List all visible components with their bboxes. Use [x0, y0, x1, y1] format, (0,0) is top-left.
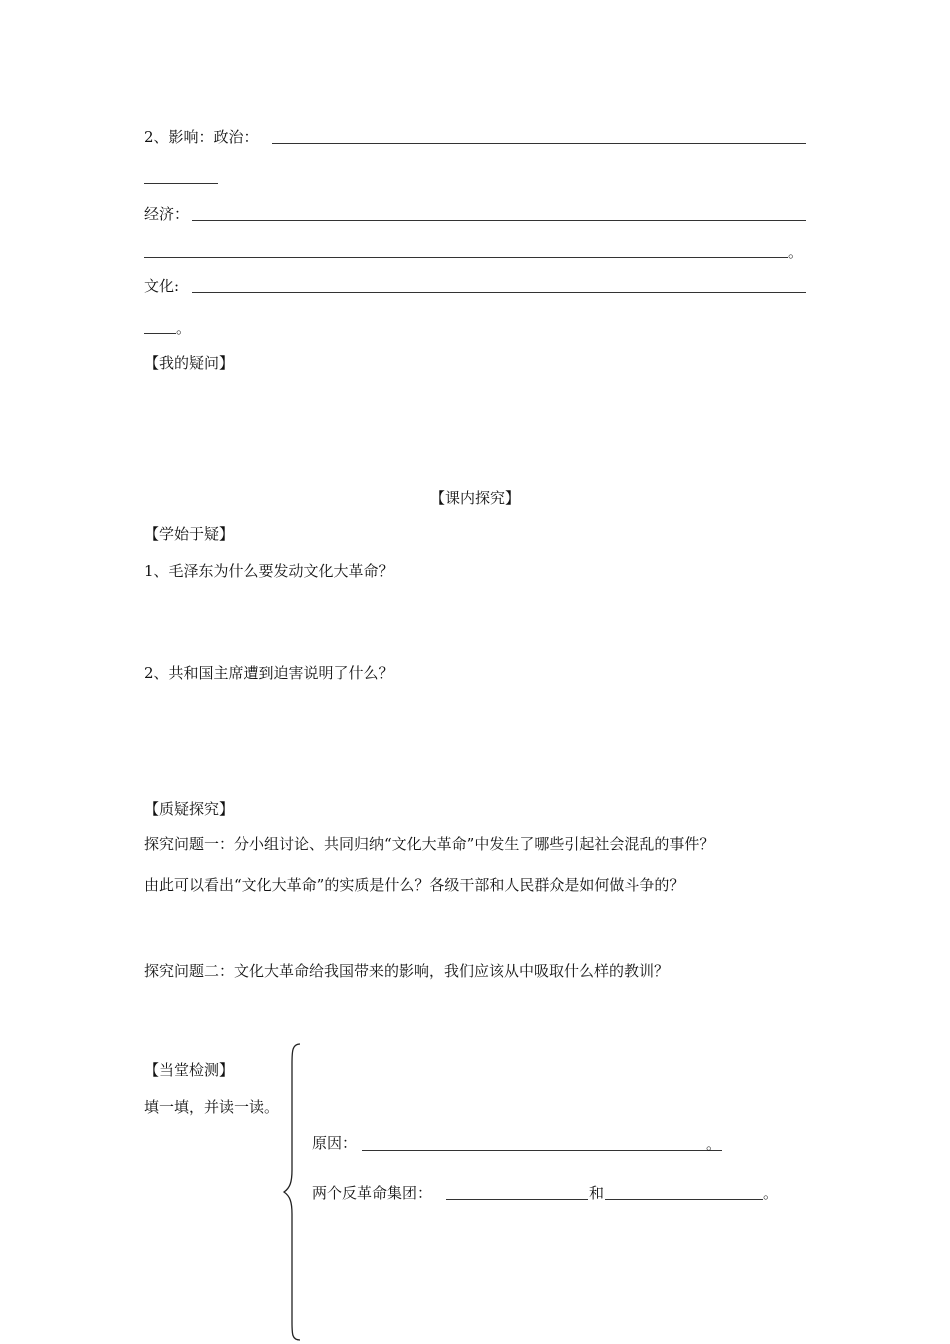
culture-label: 文化:	[144, 277, 180, 295]
politics-blank[interactable]	[272, 143, 806, 144]
culture-blank[interactable]	[192, 292, 806, 293]
economy-end: 。	[788, 243, 804, 261]
influence-heading: 2、影响：政治：	[144, 128, 259, 146]
class-explore-title: 【课内探究】	[429, 489, 520, 507]
politics-blank-continued[interactable]	[144, 183, 218, 184]
inquiry-problem-1-line-2: 由此可以看出“文化大革命”的实质是什么？各级干部和人民群众是如何做斗争的？	[144, 876, 685, 894]
culture-end: 。	[176, 319, 192, 337]
group-2-blank[interactable]	[605, 1199, 763, 1200]
groups-end: 。	[763, 1184, 779, 1202]
question-1: 1、毛泽东为什么要发动文化大革命？	[144, 562, 394, 580]
economy-label: 经济：	[144, 205, 190, 223]
my-question-heading: 【我的疑问】	[144, 354, 235, 372]
groups-and: 和	[589, 1184, 605, 1202]
group-1-blank[interactable]	[446, 1199, 588, 1200]
cause-label: 原因：	[312, 1134, 358, 1152]
economy-blank[interactable]	[192, 220, 806, 221]
inquiry-heading: 【质疑探究】	[144, 800, 235, 818]
inquiry-problem-2: 探究问题二：文化大革命给我国带来的影响，我们应该从中吸取什么样的教训？	[144, 962, 670, 980]
cause-blank[interactable]	[362, 1150, 722, 1151]
groups-label: 两个反革命集团：	[312, 1184, 433, 1202]
check-instruction: 填一填，并读一读。	[144, 1098, 280, 1116]
curly-brace-icon	[280, 1040, 310, 1344]
question-2: 2、共和国主席遭到迫害说明了什么？	[144, 664, 394, 682]
inquiry-problem-1-line-1: 探究问题一：分小组讨论、共同归纳“文化大革命”中发生了哪些引起社会混乱的事件？	[144, 835, 715, 853]
learn-from-doubt-heading: 【学始于疑】	[144, 525, 235, 543]
cause-end: 。	[706, 1135, 722, 1153]
check-heading: 【当堂检测】	[144, 1061, 235, 1079]
culture-blank-continued[interactable]	[144, 333, 176, 334]
economy-blank-continued[interactable]	[144, 257, 788, 258]
